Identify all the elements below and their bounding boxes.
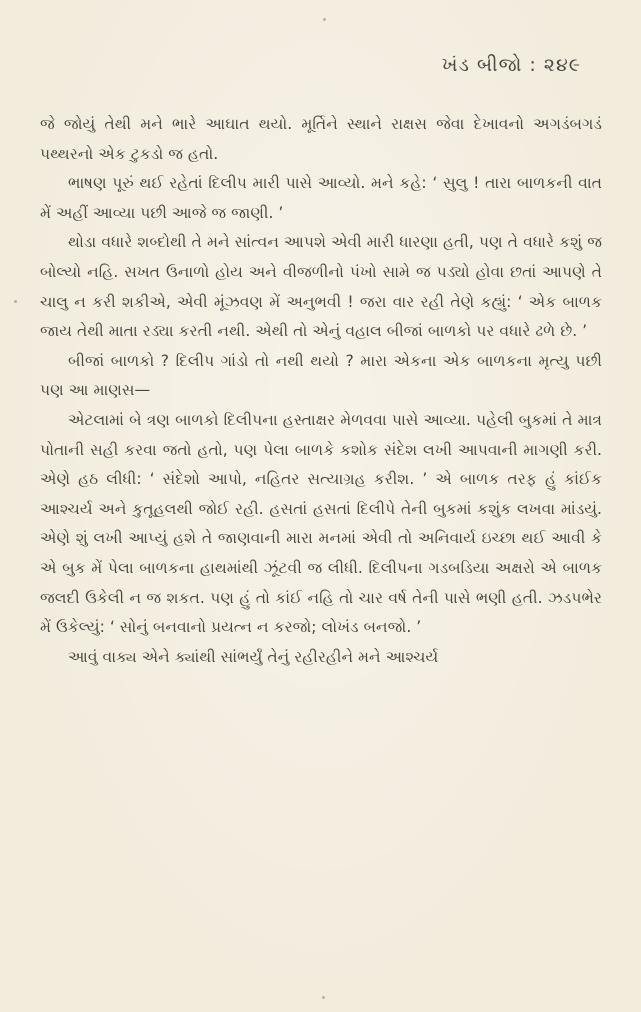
paragraph: બીજાં બાળકો ? દિલીપ ગાંડો તો નથી થયો ? મારા એકના એક બાળકના મૃત્યુ પછી પણ આ માણસ— [40,351,602,400]
paper-speck [323,18,326,21]
paragraph: એટલામાં બે ત્રણ બાળકો દિલીપના હસ્તાક્ષર મેળવવા પાસે આવ્યા. પહેલી બુકમાં તે માત્ર પોતાની સહી કરવા જતો હતો, પણ પેલા બાળકે કશોક સંદેશ લખી આપવાની માગણી કરી. એણે હઠ લીધી: ‘ સંદેશો આપો, નહિતર સત્યાગ્રહ કરીશ. ’ એ બાળક તરફ હું કાંઈક આશ્ચર્ય અને કુતૂહલથી જોઈ રહી. હસતાં હસતાં દિલીપે તેની બુકમાં કશુંક લખવા માંડયું. એણે શું લખી આપ્યું હશે તે જાણવાની મારા મનમાં એવી તો અનિવાર્ય ઇચ્છા થઈ આવી કે એ બુક મેં પેલા બાળકના હાથમાંથી ઝૂંટવી જ લીધી. દિલીપના ગડબડિયા અક્ષરો એ બાળક જલદી ઉકેલી ન જ શકત. પણ હું તો કાંઈ નહિ તો ચાર વર્ષ તેની પાસે ભણી હતી. ઝડપભેર મેં ઉકેલ્યું: ‘ સોનું બનવાનો પ્રયત્ન ન કરજો; લોખંડ બનજો. ’ [40,410,602,637]
paper-speck [322,996,325,999]
paragraph: જે જોયું તેથી મને ભારે આઘાત થયો. મૂર્તિને સ્થાને રાક્ષસ જેવા દેખાવનો અગડંબગડં પથ્થરનો એક ટુકડો જ હતો. [40,115,602,163]
running-head: ખંડ બીજો : ૨૪૯ [441,54,581,76]
paragraph: ભાષણ પૂરું થઈ રહેતાં દિલીપ મારી પાસે આવ્યો. મને કહે: ‘ સુલુ ! તારા બાળકની વાત મેં અહીં આવ્યા પછી આજે જ જાણી. ’ [40,174,602,222]
paragraph: આવું વાક્ય એને ક્યાંથી સાંભર્યું તેનું રહીરહીને મને આશ્ચર્ય [68,647,439,666]
paragraph: થોડા વધારે શબ્દોથી તે મને સાંત્વન આપશે એવી મારી ધારણા હતી, પણ તે વધારે કશું જ બોલ્યો નહિ. સખત ઉનાળો હોય અને વીજળીનો પંખો સામે જ પડ્યો હોવા છતાં આપણે તે ચાલુ ન કરી શકીએ, એવી મૂંઝવણ મેં અનુભવી ! જરા વાર રહી તેણે કહ્યું: ‘ એક બાળક જાય તેથી માતા રડ્યા કરતી નથી. એથી તો એનું વહાલ બીજાં બાળકો પર વધારે ઢળે છે. ’ [40,233,602,341]
body-text [40,110,602,672]
paper-speck [14,300,17,303]
